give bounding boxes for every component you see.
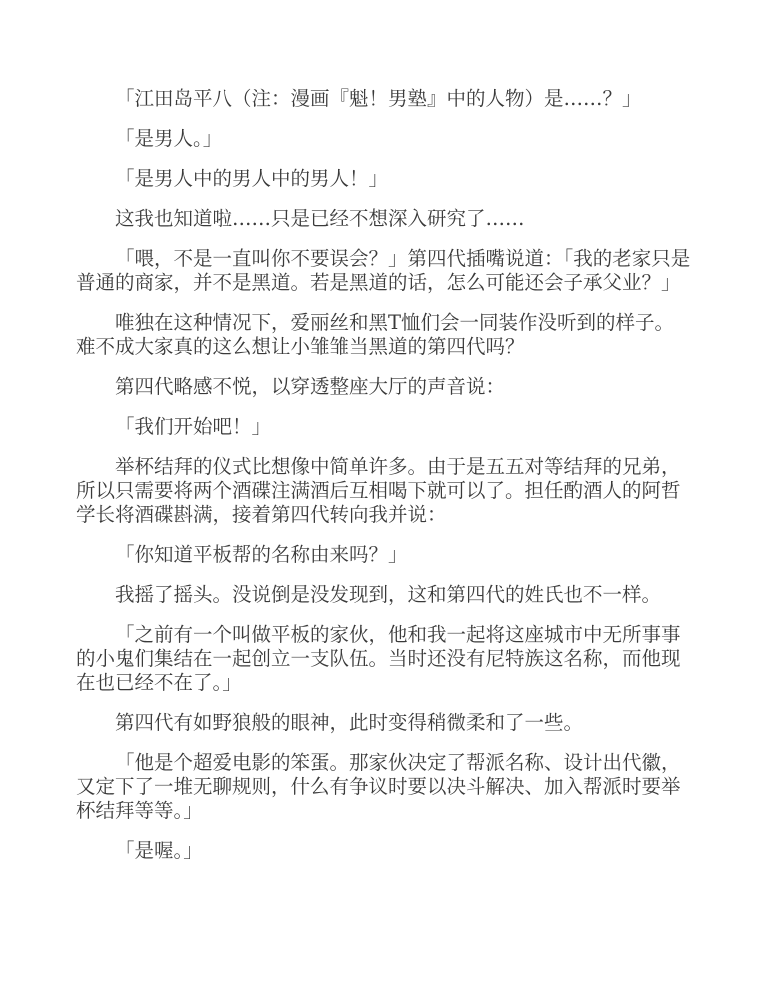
paragraph: 我摇了摇头。没说倒是没发现到，这和第四代的姓氏也不一样。: [115, 583, 662, 606]
paragraph: 第四代略感不悦，以穿透整座大厅的声音说：: [115, 375, 506, 398]
paragraph: 这我也知道啦……只是已经不想深入研究了……: [115, 207, 525, 230]
page-content: [76, 87, 692, 863]
paragraph: 「他是个超爱电影的笨蛋。那家伙决定了帮派名称、设计出代徽，又定下了一堆无聊规则，什么有争议时要以决斗解决、加入帮派时要举杯结拜等等。」: [76, 751, 681, 822]
paragraph: 「我们开始吧！」: [115, 415, 272, 438]
paragraph: 「喂，不是一直叫你不要误会？」第四代插嘴说道：「我的老家只是普通的商家，并不是黑道。若是黑道的话，怎么可能还会子承父业？」: [76, 247, 691, 294]
paragraph: 「江田岛平八（注：漫画『魁！男塾』中的人物）是……？」: [115, 87, 642, 110]
paragraph: 「是喔。」: [115, 839, 203, 862]
paragraph: 第四代有如野狼般的眼神，此时变得稍微柔和了一些。: [115, 711, 584, 734]
paragraph: 举杯结拜的仪式比想像中简单许多。由于是五五对等结拜的兄弟，所以只需要将两个酒碟注满酒后互相喝下就可以了。担任酌酒人的阿哲学长将酒碟斟满，接着第四代转向我并说：: [76, 455, 681, 526]
paragraph: 「之前有一个叫做平板的家伙，他和我一起将这座城市中无所事事的小鬼们集结在一起创立一支队伍。当时还没有尼特族这名称，而他现在也已经不在了。」: [76, 623, 681, 694]
paragraph: 「是男人中的男人中的男人！」: [115, 167, 389, 190]
paragraph: 唯独在这种情况下，爱丽丝和黑T恤们会一同装作没听到的样子。难不成大家真的这么想让小雏雏当黑道的第四代吗？: [76, 311, 675, 358]
paragraph: 「你知道平板帮的名称由来吗？」: [115, 543, 408, 566]
paragraph: 「是男人。」: [115, 127, 223, 150]
